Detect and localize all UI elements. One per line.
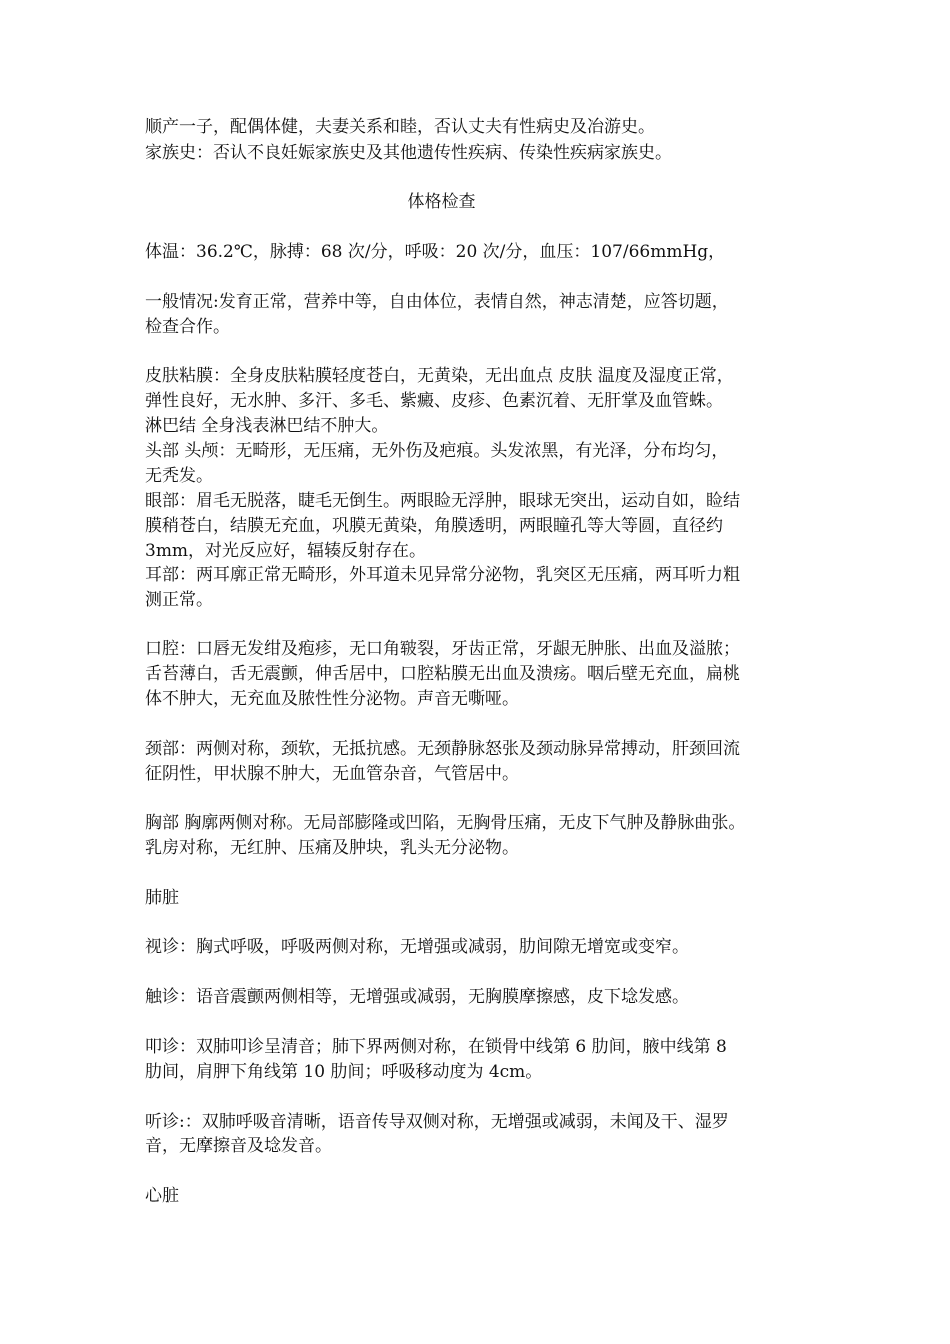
text-line: 3mm，对光反应好，辐辏反射存在。	[145, 541, 427, 561]
text-line: 顺产一子，配偶体健，夫妻关系和睦，否认丈夫有性病史及冶游史。	[145, 117, 655, 137]
text-line: 弹性良好，无水肿、多汗、多毛、紫癜、皮疹、色素沉着、无肝掌及血管蛛。	[145, 391, 723, 411]
text-line: 体温：36.2℃，脉搏：68 次/分，呼吸：20 次/分，血压：107/66mmHg，	[145, 242, 726, 262]
text-line: 听诊:：双肺呼吸音清晰，语音传导双侧对称，无增强或减弱，未闻及干、湿罗	[145, 1112, 729, 1132]
text-line: 耳部：两耳廓正常无畸形，外耳道未见异常分泌物，乳突区无压痛，两耳听力粗	[145, 565, 740, 585]
text-line: 皮肤粘膜：全身皮肤粘膜轻度苍白，无黄染，无出血点 皮肤 温度及湿度正常，	[145, 366, 734, 386]
text-line: 无秃发。	[145, 466, 213, 486]
text-line: 颈部：两侧对称，颈软，无抵抗感。无颈静脉怒张及颈动脉异常搏动，肝颈回流	[145, 739, 740, 759]
text-line: 征阴性，甲状腺不肿大，无血管杂音，气管居中。	[145, 764, 519, 784]
text-line: 口腔：口唇无发绀及疱疹，无口角皲裂，牙齿正常，牙龈无肿胀、出血及溢脓；	[145, 639, 740, 659]
text-line: 一般情况:发育正常，营养中等，自由体位，表情自然，神志清楚，应答切题，	[145, 292, 729, 312]
text-line: 音，无摩擦音及埝发音。	[145, 1136, 332, 1156]
text-line: 测正常。	[145, 590, 213, 610]
text-line: 淋巴结 全身浅表淋巴结不肿大。	[145, 416, 389, 436]
text-line: 眼部：眉毛无脱落，睫毛无倒生。两眼睑无浮肿，眼球无突出，运动自如，睑结	[145, 491, 740, 511]
text-line: 触诊：语音震颤两侧相等，无增强或减弱，无胸膜摩擦感，皮下埝发感。	[145, 987, 689, 1007]
text-line: 胸部 胸廓两侧对称。无局部膨隆或凹陷，无胸骨压痛，无皮下气肿及静脉曲张。	[145, 813, 746, 833]
text-line: 乳房对称，无红肿、压痛及肿块，乳头无分泌物。	[145, 838, 519, 858]
text-line: 叩诊：双肺叩诊呈清音；肺下界两侧对称，在锁骨中线第 6 肋间，腋中线第 8	[145, 1037, 727, 1057]
section-heading: 心脏	[145, 1186, 179, 1206]
text-line: 视诊：胸式呼吸，呼吸两侧对称，无增强或减弱，肋间隙无增宽或变窄。	[145, 937, 689, 957]
section-heading: 肺脏	[145, 888, 179, 908]
text-line: 家族史：否认不良妊娠家族史及其他遗传性疾病、传染性疾病家族史。	[145, 143, 672, 163]
text-line: 膜稍苍白，结膜无充血，巩膜无黄染，角膜透明，两眼瞳孔等大等圆，直径约	[145, 516, 723, 536]
text-line: 肋间，肩胛下角线第 10 肋间；呼吸移动度为 4cm。	[145, 1062, 543, 1082]
text-line: 头部 头颅：无畸形，无压痛，无外伤及疤痕。头发浓黑，有光泽，分布均匀，	[145, 441, 729, 461]
section-heading: 体格检查	[407, 192, 476, 212]
text-line: 检查合作。	[145, 317, 230, 337]
text-line: 舌苔薄白，舌无震颤，伸舌居中，口腔粘膜无出血及溃疡。咽后壁无充血，扁桃	[145, 664, 740, 684]
text-line: 体不肿大，无充血及脓性性分泌物。声音无嘶哑。	[145, 689, 519, 709]
